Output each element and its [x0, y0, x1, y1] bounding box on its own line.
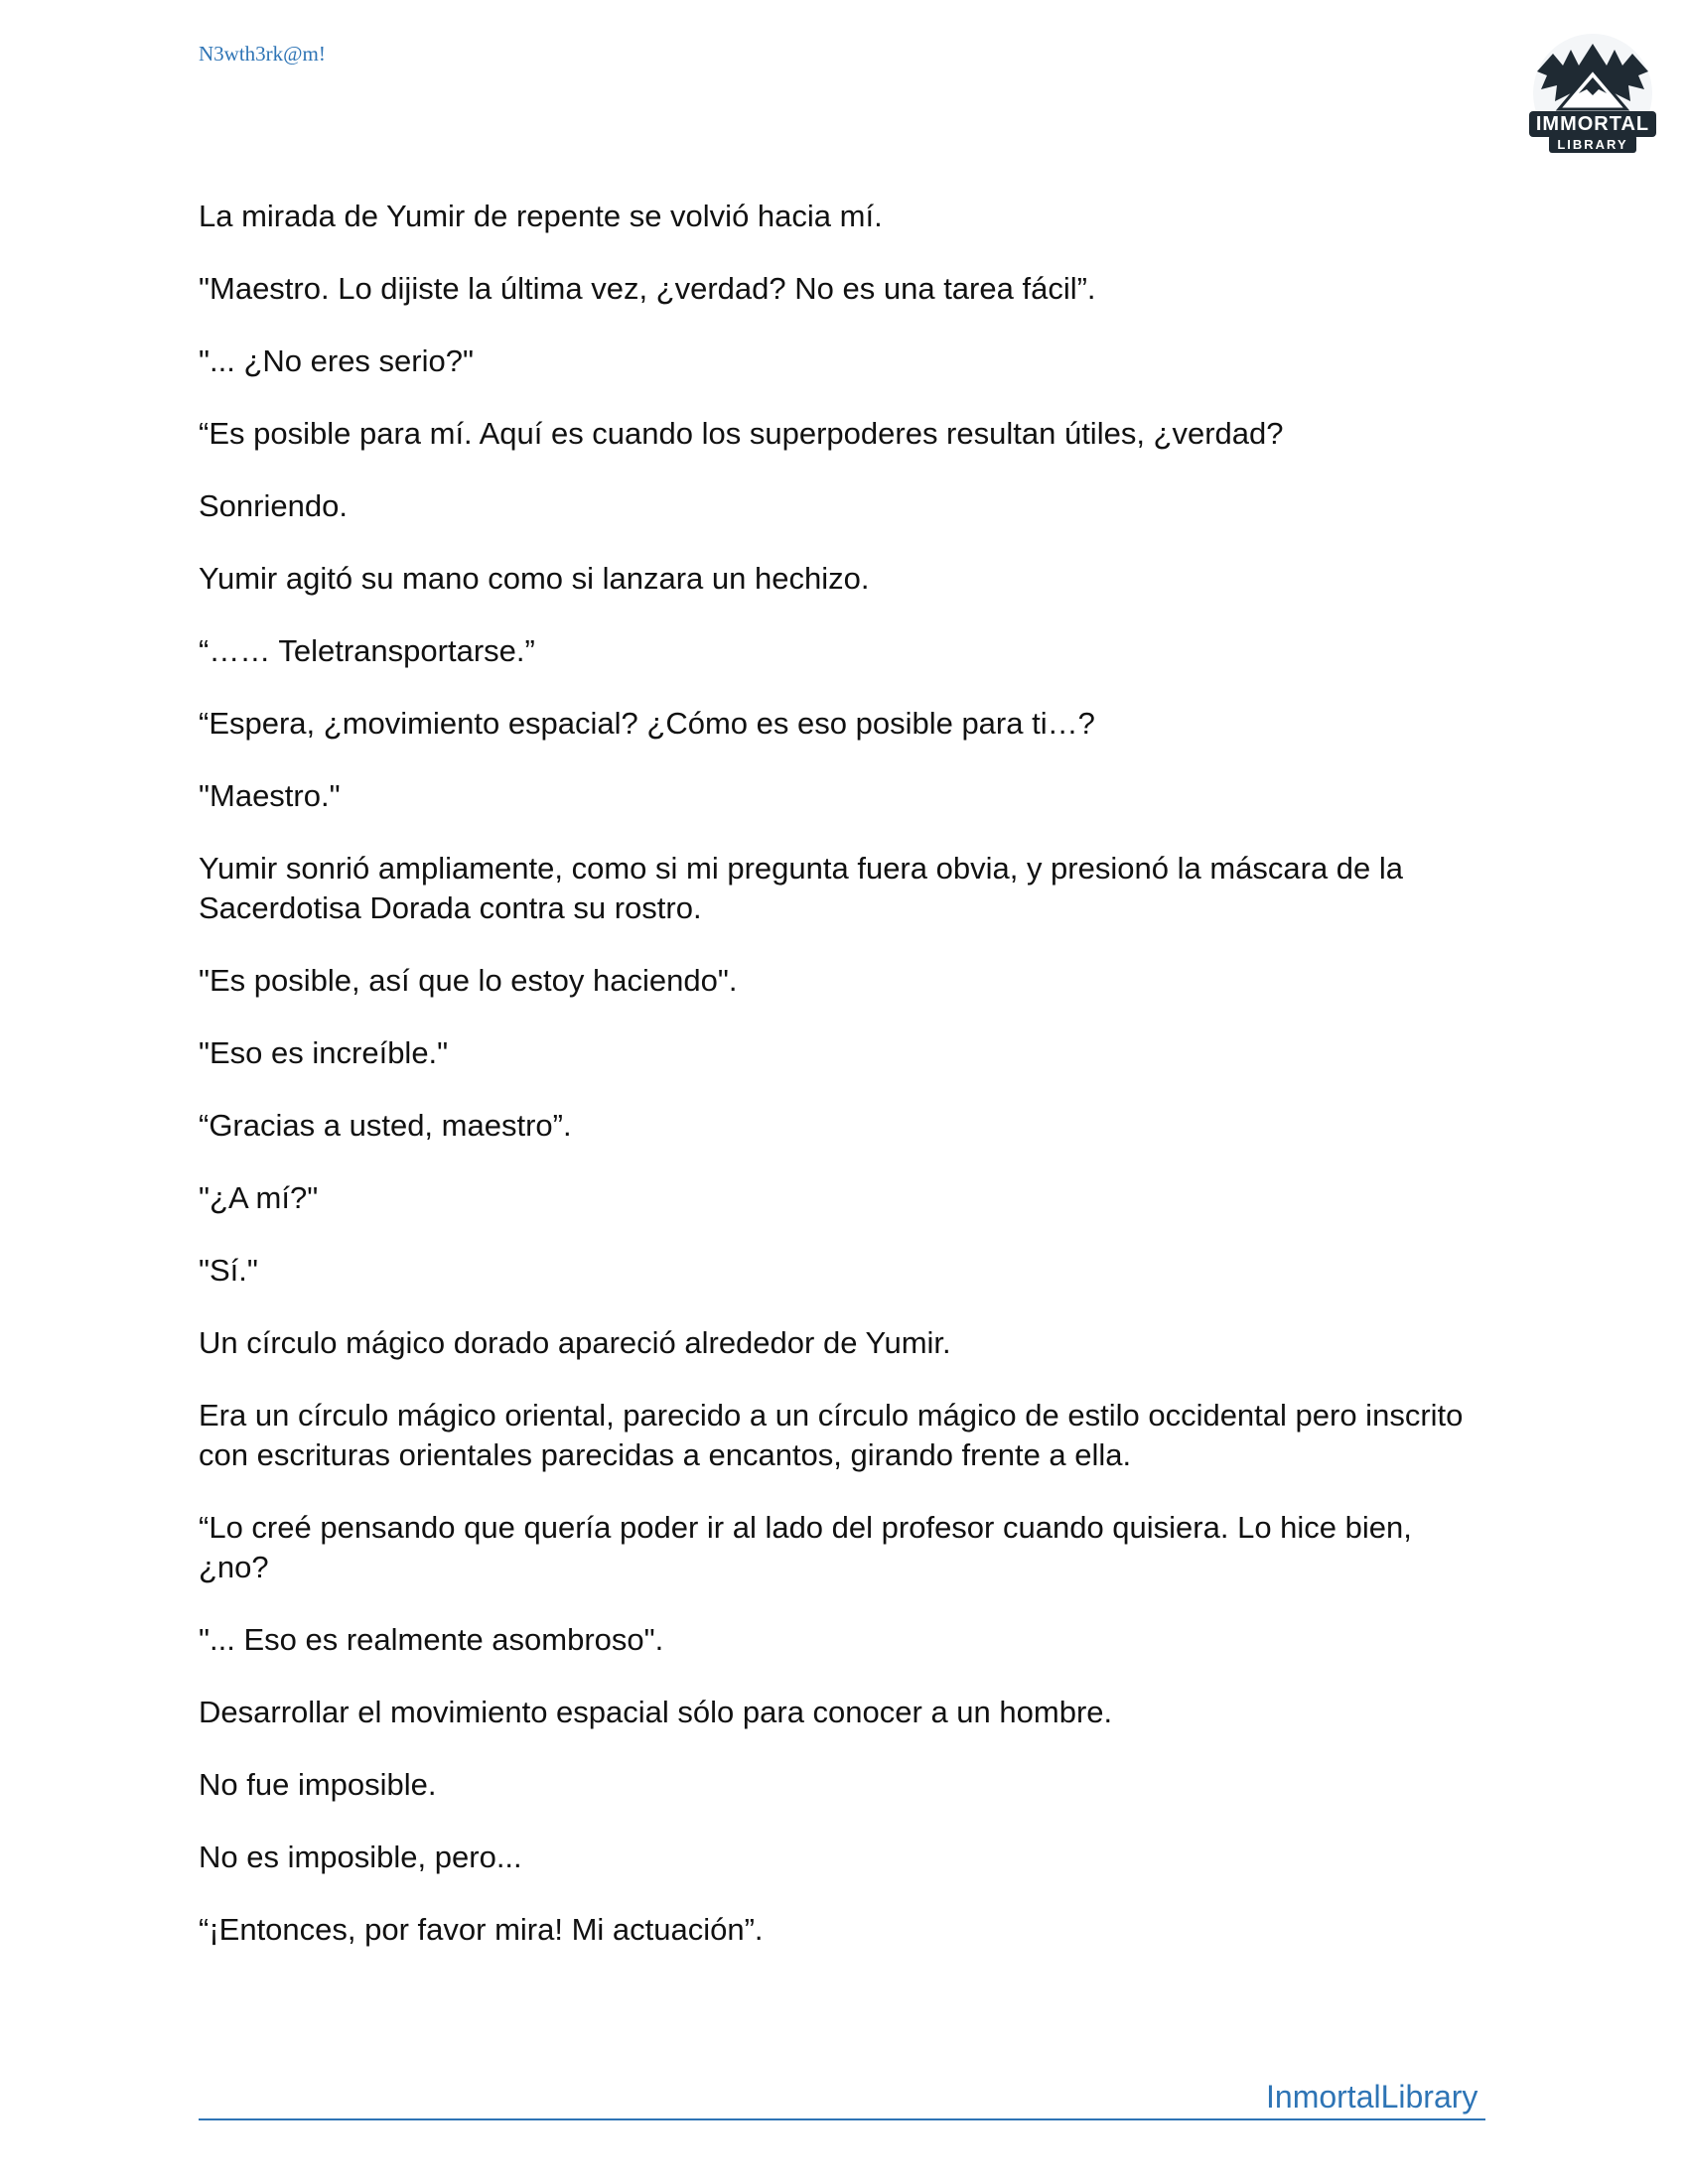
paragraph: Yumir sonrió ampliamente, como si mi pregunta fuera obvia, y presionó la máscara de la Sacerdotisa Dorada contra su rostro. — [199, 851, 1404, 925]
header-watermark-text: N3wth3rk@m! — [199, 42, 326, 66]
logo-line2: LIBRARY — [1557, 137, 1628, 152]
paragraph: “¡Entonces, por favor mira! Mi actuación”. — [199, 1912, 764, 1947]
paragraph: “Espera, ¿movimiento espacial? ¿Cómo es eso posible para ti…? — [199, 706, 1095, 741]
paragraph: "Es posible, así que lo estoy haciendo". — [199, 963, 738, 998]
paragraph: Un círculo mágico dorado apareció alrededor de Yumir. — [199, 1325, 951, 1360]
paragraph: "... ¿No eres serio?" — [199, 343, 474, 378]
paragraph: “Gracias a usted, maestro”. — [199, 1108, 572, 1143]
paragraph: “Es posible para mí. Aquí es cuando los superpoderes resultan útiles, ¿verdad? — [199, 416, 1284, 451]
paragraph: "... Eso es realmente asombroso". — [199, 1622, 664, 1657]
document-body — [199, 197, 1489, 1982]
paragraph: No fue imposible. — [199, 1767, 437, 1802]
paragraph: Desarrollar el movimiento espacial sólo para conocer a un hombre. — [199, 1695, 1113, 1729]
logo-line1: IMMORTAL — [1535, 113, 1650, 135]
paragraph: "Maestro." — [199, 778, 341, 813]
paragraph: No es imposible, pero... — [199, 1840, 522, 1874]
paragraph: “Lo creé pensando que quería poder ir al lado del profesor cuando quisiera. Lo hice bien, ¿no? — [199, 1510, 1412, 1584]
paragraph: "¿A mí?" — [199, 1180, 319, 1215]
paragraph: Yumir agitó su mano como si lanzara un hechizo. — [199, 561, 870, 596]
paragraph: Era un círculo mágico oriental, parecido a un círculo mágico de estilo occidental pero inscrito con escrituras orientales parecidas a encantos, girando frente a ella. — [199, 1398, 1464, 1472]
footer-divider — [199, 2118, 1485, 2120]
paragraph: "Maestro. Lo dijiste la última vez, ¿verdad? No es una tarea fácil”. — [199, 271, 1096, 306]
paragraph: Sonriendo. — [199, 488, 348, 523]
footer-library-link[interactable]: InmortalLibrary — [1266, 2079, 1478, 2115]
dragon-mountain-emblem-icon — [1519, 32, 1666, 163]
paragraph: "Eso es increíble." — [199, 1035, 449, 1070]
paragraph: "Sí." — [199, 1253, 258, 1288]
paragraph: La mirada de Yumir de repente se volvió hacia mí. — [199, 199, 883, 233]
immortal-library-logo — [1519, 32, 1666, 163]
paragraph: “…… Teletransportarse.” — [199, 633, 535, 668]
